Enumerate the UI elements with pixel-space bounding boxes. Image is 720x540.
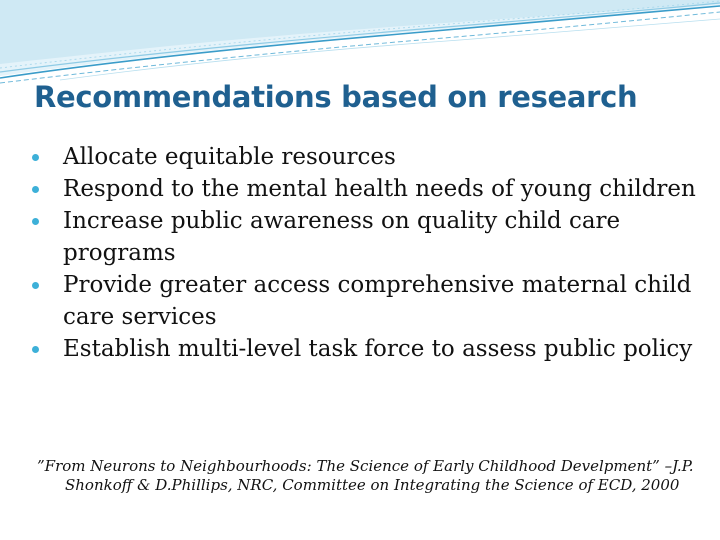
list-item (26, 333, 696, 365)
bullet-icon (32, 218, 39, 225)
list-item-text: Increase public awareness on quality child care programs (63, 208, 621, 266)
recommendations-list (26, 141, 696, 365)
source-citation: ”From Neurons to Neighbourhoods: The Science of Early Childhood Develpment” –J.P. Shonkoff & D.Phillips, NRC, Committee on Integrating the Science of ECD, 2000 (37, 457, 694, 494)
list-item (26, 141, 696, 173)
list-item-text: Respond to the mental health needs of young children (63, 176, 696, 202)
list-item-text: Provide greater access comprehensive maternal child care services (63, 272, 692, 330)
bullet-icon (32, 346, 39, 353)
bullet-icon (32, 154, 39, 161)
list-item-text: Establish multi-level task force to assess public policy (63, 336, 693, 362)
bullet-icon (32, 186, 39, 193)
list-item (26, 205, 696, 269)
list-item-text: Allocate equitable resources (63, 144, 396, 170)
bullet-icon (32, 282, 39, 289)
slide-title: Recommendations based on research (34, 80, 638, 114)
header-wave-decoration (0, 0, 720, 90)
list-item (26, 269, 696, 333)
list-item (26, 173, 696, 205)
